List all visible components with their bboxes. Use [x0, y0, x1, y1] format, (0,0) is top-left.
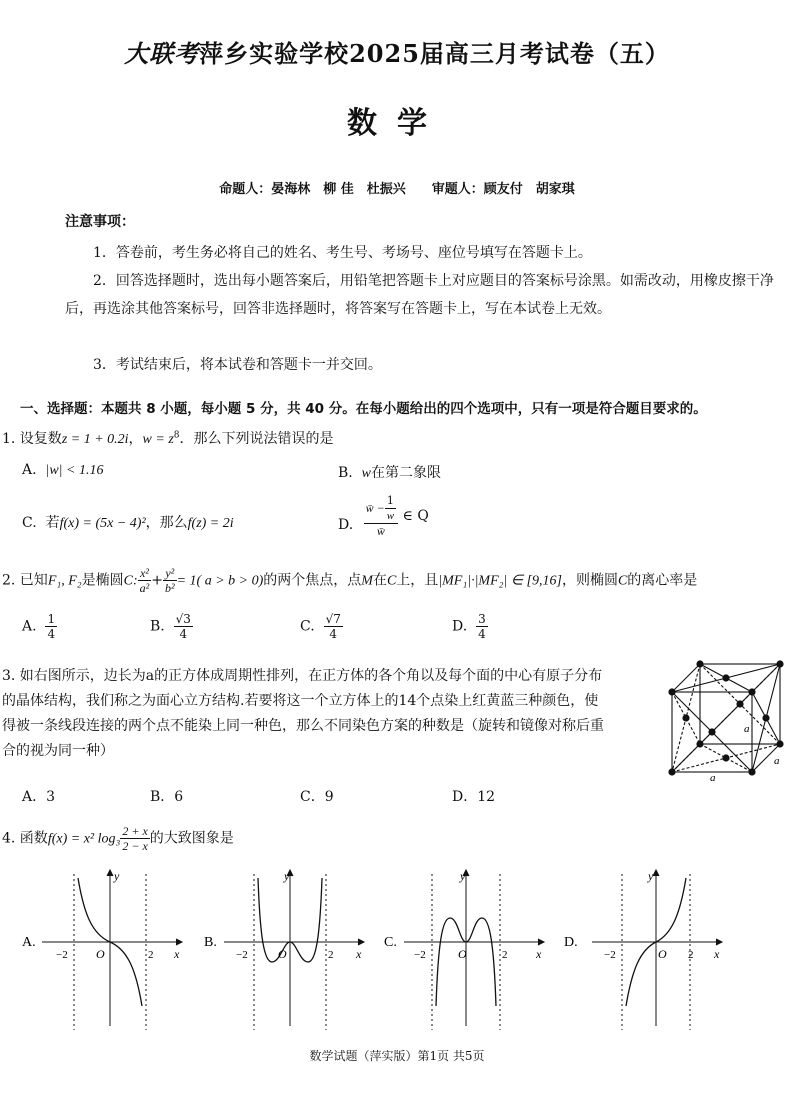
svg-text:y: y: [648, 869, 654, 883]
q4-graph-b: [190, 866, 380, 1036]
svg-text:O: O: [96, 947, 105, 961]
section-heading: 一、选择题：本题共 8 小题，每小题 5 分，共 40 分。在每小题给出的四个选项中，只有一项是符合题目要求的。: [20, 401, 707, 417]
notice-item-1: 1．答卷前，考生务必将自己的姓名、考生号、考场号、座位号填写在答题卡上。: [93, 245, 592, 261]
q4-graph-a: [0, 866, 190, 1036]
svg-text:−2: −2: [604, 949, 616, 961]
svg-text:a: a: [774, 755, 780, 767]
q1-option-a: A. |w| < 1.16: [22, 462, 104, 478]
q1-option-b: B. w在第二象限: [338, 465, 441, 481]
q2-option-a: A. $\frac{1}{4}$: [22, 612, 56, 641]
q4-stem: 4. 函数f(x) = x² log₃ $\frac{2 + x}{2 - x}$ 的大致图象是: [2, 824, 234, 853]
q2-stem: 2. 已知F₁, F₂是椭圆C: $\frac{\text{x²}}{\text{a²}}$ + $\frac{\text{y²}}{\text{b²}}$ = 1( a > b > 0)的两个焦点，点M在C上，且|MF₁|·|MF₂| ∈ [9,16]，则椭圆C的离心率是: [2, 566, 698, 595]
svg-text:B.: B.: [204, 935, 217, 950]
q3-option-c: C．9: [300, 789, 334, 805]
q4-graph-c: [370, 866, 560, 1036]
q4-graph-d: [560, 866, 750, 1036]
q2-option-d: D. $\frac{3}{4}$: [452, 612, 486, 641]
svg-text:y: y: [284, 869, 290, 883]
svg-text:2: 2: [328, 949, 334, 961]
notice-title: 注意事项：: [65, 214, 135, 230]
q1-option-c: C. 若f(x) = (5x − 4)²，那么f(z) = 2i: [22, 515, 234, 531]
q2-option-c: C. $\frac{√7}{4}$: [300, 612, 341, 641]
svg-text:x: x: [356, 947, 362, 961]
q3-stem: 3. 如右图所示，边长为a的正方体成周期性排列，在正方体的各个角以及每个面的中心有原子分布 的晶体结构，我们称之为面心立方结构.若要将这一个立方体上的14个点染上红黄蓝三种颜色，使 得被一条线段连接的两个点不能染上同一种色，那么不同染色方案的种数是（旋转和镜像对称后重 合的视为同一种）: [2, 668, 604, 759]
svg-text:x: x: [536, 947, 542, 961]
svg-text:−2: −2: [236, 949, 248, 961]
brand-logo-text: 大联考: [124, 39, 200, 68]
svg-text:O: O: [458, 947, 467, 961]
q2-option-b: B. $\frac{√3}{4}$: [150, 612, 191, 641]
authors-line: 命题人：晏海林 柳 佳 杜振兴 审题人：顾友付 胡家琪: [219, 182, 575, 197]
svg-text:−2: −2: [56, 949, 68, 961]
svg-text:y: y: [114, 869, 120, 883]
subject-title: 数学: [347, 106, 447, 141]
notice-item-2: 2．回答选择题时，选出每小题答案后，用铅笔把答题卡上对应题目的答案标号涂黑。如需改动，用橡皮擦干净后，再选涂其他答案标号，回答非选择题时，将答案写在答题卡上，写在本试卷上无效。: [65, 273, 774, 317]
q1-option-d: D. w̄ − $\frac{1}{w}$ w̄ ∈ Q: [338, 494, 429, 538]
svg-text:a: a: [710, 772, 716, 782]
notice-item-3: 3．考试结束后，将本试卷和答题卡一并交回。: [93, 357, 382, 373]
svg-text:A.: A.: [22, 935, 36, 950]
svg-text:a: a: [744, 723, 750, 735]
svg-text:O: O: [278, 947, 287, 961]
q3-option-d: D．12: [452, 789, 496, 805]
exam-title-text: 萍乡实验学校2025届高三月考试卷（五）: [199, 39, 670, 68]
svg-text:D.: D.: [564, 935, 578, 950]
exam-title: [0, 34, 794, 69]
svg-text:C.: C.: [384, 935, 397, 950]
svg-text:2: 2: [502, 949, 508, 961]
q1-d-fraction: w̄ − $\frac{1}{w}$ w̄: [364, 494, 398, 538]
svg-text:2: 2: [148, 949, 154, 961]
fcc-cube-figure: [666, 658, 790, 782]
q1-stem: 1. 设复数z = 1 + 0.2i，$w = z^8$．那么下列说法错误的是: [2, 430, 334, 447]
svg-text:x: x: [714, 947, 720, 961]
q3-option-b: B．6: [150, 789, 184, 805]
q3-option-a: A．3: [22, 789, 56, 805]
svg-text:x: x: [174, 947, 180, 961]
page-footer: 数学试题（萍实版）第1页 共5页: [309, 1049, 485, 1063]
svg-text:O: O: [658, 947, 667, 961]
svg-text:y: y: [460, 869, 466, 883]
svg-text:2: 2: [688, 949, 694, 961]
svg-text:−2: −2: [414, 949, 426, 961]
